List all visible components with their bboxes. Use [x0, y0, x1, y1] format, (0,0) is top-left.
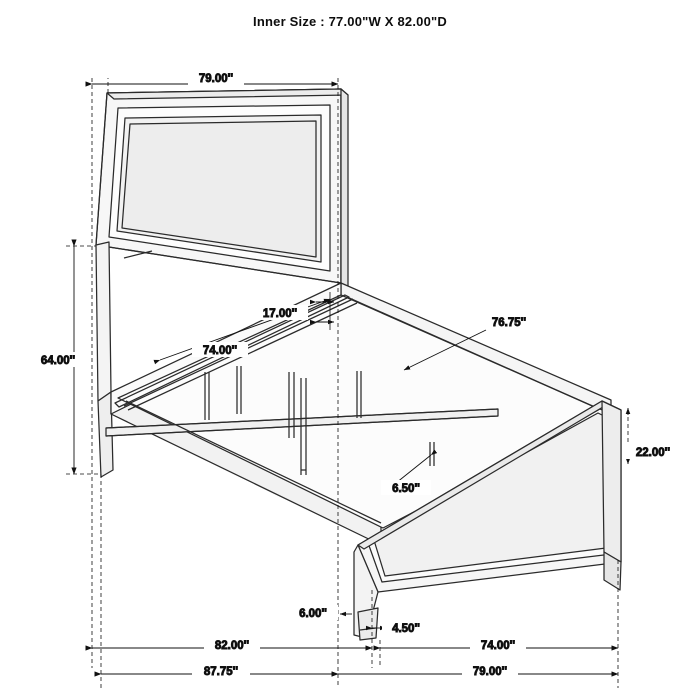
label-headboard-height: 64.00'' [40, 355, 76, 367]
dim-overall-length [101, 663, 338, 678]
dim-leg-width [372, 620, 430, 635]
bed-geometry [96, 89, 621, 640]
label-footboard-width: 74.00'' [480, 640, 516, 652]
dim-headboard-width [92, 70, 338, 85]
label-footboard-outer-width: 79.00'' [472, 666, 508, 678]
dim-deck-length [92, 637, 372, 652]
dim-clearance [288, 605, 352, 620]
label-headboard-inner-width: 74.00'' [202, 345, 238, 357]
label-leg-width: 4.50'' [392, 623, 420, 635]
dim-headboard-height [30, 246, 86, 474]
label-footboard-height: 22.00'' [635, 447, 671, 459]
label-headboard-width: 79.00'' [198, 73, 234, 85]
dim-footboard-outer-width [338, 663, 618, 678]
label-clearance: 6.00'' [299, 608, 327, 620]
label-rail-length: 76.75'' [491, 317, 527, 329]
dim-footboard-height [624, 408, 682, 464]
dim-footboard-width [380, 637, 618, 652]
page-title: Inner Size : 77.00"W X 82.00"D [253, 14, 447, 29]
label-deck-length: 82.00'' [214, 640, 250, 652]
label-slat-gap: 6.50'' [392, 483, 420, 495]
label-overall-length: 87.75'' [203, 666, 239, 678]
label-headboard-to-rail: 17.00'' [262, 308, 298, 320]
